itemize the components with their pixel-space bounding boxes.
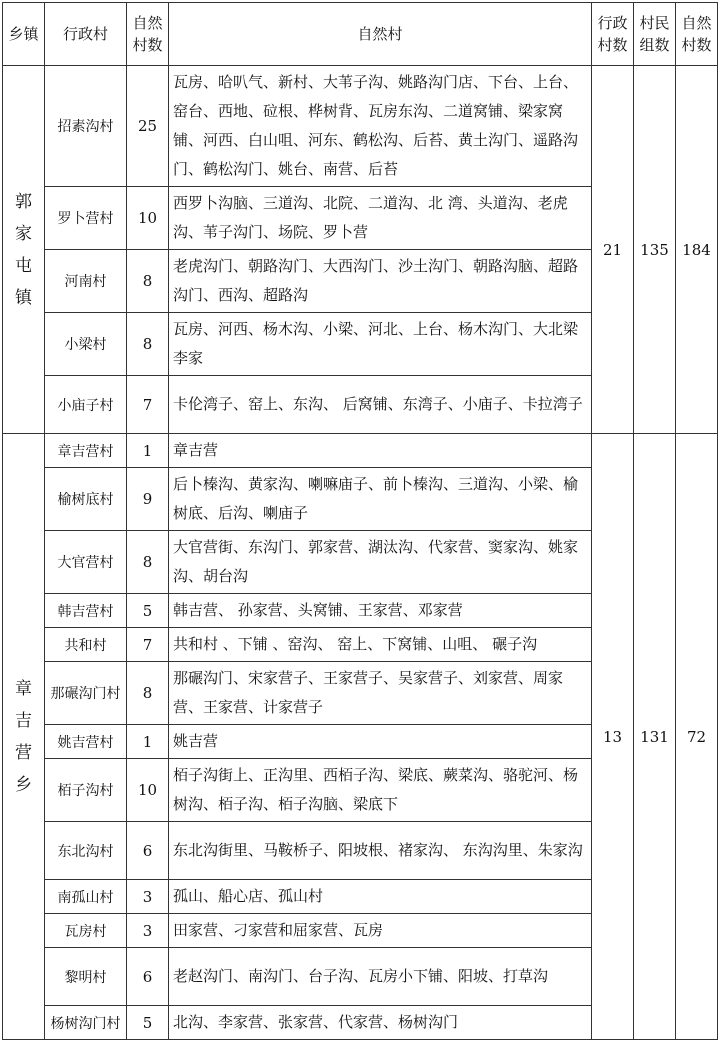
- village-name: 罗卜营村: [45, 187, 127, 250]
- town-cell: 郭家屯镇: [3, 66, 45, 434]
- group-count-cell: 135: [634, 66, 676, 434]
- village-name: 黎明村: [45, 948, 127, 1006]
- village-count: 5: [127, 594, 169, 628]
- village-list: 北沟、李家营、张家营、代家营、杨树沟门: [169, 1006, 592, 1040]
- village-count: 10: [127, 187, 169, 250]
- village-list: 韩吉营、 孙家营、头窝铺、王家营、邓家营: [169, 594, 592, 628]
- village-name: 河南村: [45, 250, 127, 313]
- village-name: 招素沟村: [45, 66, 127, 187]
- village-name: 榆树底村: [45, 468, 127, 531]
- village-name: 共和村: [45, 628, 127, 662]
- nat-total-cell: 184: [676, 66, 718, 434]
- table-row: [3, 434, 718, 468]
- village-table: [2, 2, 718, 1040]
- village-count: 25: [127, 66, 169, 187]
- header-nat-villages: 自然村: [169, 3, 592, 66]
- village-name: 瓦房村: [45, 914, 127, 948]
- village-count: 7: [127, 628, 169, 662]
- village-count: 8: [127, 531, 169, 594]
- village-list: 那碾沟门、宋家营子、王家营子、吴家营子、刘家营、周家营、王家营、计家营子: [169, 662, 592, 725]
- header-admin-village: 行政村: [45, 3, 127, 66]
- village-name: 大官营村: [45, 531, 127, 594]
- header-admin-count: 行政村数: [592, 3, 634, 66]
- header-nat-total: 自然村数: [676, 3, 718, 66]
- village-list: 孤山、船心店、孤山村: [169, 880, 592, 914]
- village-list: 瓦房、河西、杨木沟、小梁、河北、上台、杨木沟门、大北梁李家: [169, 313, 592, 376]
- village-list: 共和村 、下铺 、窑沟、 窑上、下窝铺、山咀、 碾子沟: [169, 628, 592, 662]
- village-list: 瓦房、哈叭气、新村、大苇子沟、姚路沟门店、下台、上台、窑台、西地、砬根、桦树背、瓦房东沟、二道窝铺、梁家窝铺、河西、白山咀、河东、鹤松沟、后苔、黄土沟门、遥路沟门、鹤松沟门、姚台、南营、后苔: [169, 66, 592, 187]
- village-list: 姚吉营: [169, 725, 592, 759]
- header-group-count: 村民组数: [634, 3, 676, 66]
- village-name: 小庙子村: [45, 376, 127, 434]
- village-name: 杨树沟门村: [45, 1006, 127, 1040]
- village-list: 栢子沟街上、正沟里、西栢子沟、梁底、蕨菜沟、骆驼河、杨树沟、栢子沟、栢子沟脑、梁底下: [169, 759, 592, 822]
- village-count: 6: [127, 822, 169, 880]
- village-name: 南孤山村: [45, 880, 127, 914]
- village-name: 韩吉营村: [45, 594, 127, 628]
- admin-count-cell: 13: [592, 434, 634, 1040]
- village-list: 西罗卜沟脑、三道沟、北院、二道沟、北 湾、头道沟、老虎沟、苇子沟门、场院、罗卜营: [169, 187, 592, 250]
- village-count: 8: [127, 662, 169, 725]
- village-list: 老虎沟门、朝路沟门、大西沟门、沙土沟门、朝路沟脑、超路沟门、西沟、超路沟: [169, 250, 592, 313]
- village-list: 卡伦湾子、窑上、东沟、 后窝铺、东湾子、小庙子、卡拉湾子: [169, 376, 592, 434]
- group-count-cell: 131: [634, 434, 676, 1040]
- village-count: 6: [127, 948, 169, 1006]
- village-list: 东北沟街里、马鞍桥子、阳坡根、褚家沟、 东沟沟里、朱家沟: [169, 822, 592, 880]
- village-count: 10: [127, 759, 169, 822]
- village-count: 8: [127, 313, 169, 376]
- village-name: 小梁村: [45, 313, 127, 376]
- village-name: 那碾沟门村: [45, 662, 127, 725]
- village-name: 栢子沟村: [45, 759, 127, 822]
- header-row: [3, 3, 718, 66]
- village-count: 8: [127, 250, 169, 313]
- admin-count-cell: 21: [592, 66, 634, 434]
- village-count: 3: [127, 914, 169, 948]
- village-name: 东北沟村: [45, 822, 127, 880]
- village-list: 田家营、刁家营和屈家营、瓦房: [169, 914, 592, 948]
- village-list: 章吉营: [169, 434, 592, 468]
- town-cell: 章吉营乡: [3, 434, 45, 1040]
- village-count: 5: [127, 1006, 169, 1040]
- village-count: 9: [127, 468, 169, 531]
- header-town: 乡镇: [3, 3, 45, 66]
- village-name: 章吉营村: [45, 434, 127, 468]
- village-count: 3: [127, 880, 169, 914]
- village-list: 后卜榛沟、黄家沟、喇嘛庙子、前卜榛沟、三道沟、小梁、榆树底、后沟、喇庙子: [169, 468, 592, 531]
- header-nat-count: 自然村数: [127, 3, 169, 66]
- village-count: 1: [127, 434, 169, 468]
- nat-total-cell: 72: [676, 434, 718, 1040]
- village-list: 老赵沟门、南沟门、台子沟、瓦房小下铺、阳坡、打草沟: [169, 948, 592, 1006]
- village-count: 7: [127, 376, 169, 434]
- village-count: 1: [127, 725, 169, 759]
- village-name: 姚吉营村: [45, 725, 127, 759]
- village-list: 大官营街、东沟门、郭家营、湖汰沟、代家营、窦家沟、姚家沟、胡台沟: [169, 531, 592, 594]
- table-row: [3, 66, 718, 187]
